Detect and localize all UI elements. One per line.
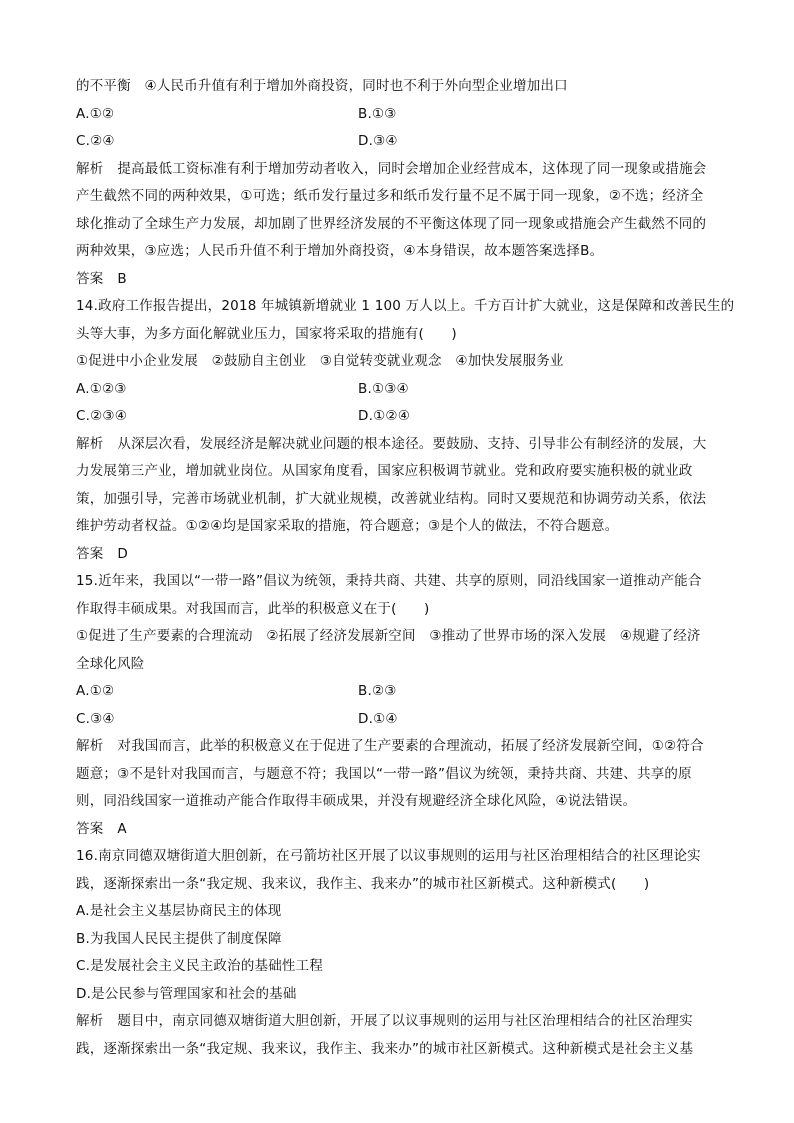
q13-explanation-line: 两种效果，③应选；人民币升值不利于增加外商投资，④本身错误，故本题答案选择B。 bbox=[76, 243, 604, 259]
q14-answer bbox=[76, 541, 736, 569]
q15-option-d: D.①④ bbox=[358, 710, 398, 727]
q15-items-line: 全球化风险 bbox=[76, 655, 145, 672]
q14-option-a: A.①②③ bbox=[76, 380, 127, 397]
explanation-label: 解析 bbox=[76, 435, 104, 452]
q14-explanation-line: 力发展第三产业，增加就业岗位。从国家角度看，国家应积极调节就业。党和政府要实施积极的就业政 bbox=[76, 463, 693, 479]
q13-option-b: B.①③ bbox=[358, 105, 397, 122]
q15-stem-line: 15.近年来，我国以“一带一路”倡议为统领，秉持共商、共建、共享的原则，同沿线国家一道推动产能合 bbox=[76, 573, 702, 589]
q15-stem-line: 作取得丰硕成果。对我国而言，此举的积极意义在于( ) bbox=[76, 600, 430, 617]
q16-option-d: D.是公民参与管理国家和社会的基础 bbox=[76, 985, 297, 1002]
q13-explanation-line: 球化推动了全球生产力发展，却加剧了世界经济发展的不平衡这体现了同一现象或措施会产生截然不同的 bbox=[76, 215, 707, 232]
answer-value: D bbox=[117, 545, 129, 562]
q14-option-c: C.②③④ bbox=[76, 408, 128, 424]
q13-option-c: C.②④ bbox=[76, 133, 115, 149]
q16-explanation-line: 解析 题目中，南京同德双塘街道大胆创新，开展了以议事规则的运用与社区治理相结合的社区治理实 bbox=[76, 1013, 693, 1029]
explanation-label: 解析 bbox=[76, 160, 104, 177]
explanation-label: 解析 bbox=[76, 738, 104, 754]
q14-options-row1 bbox=[76, 376, 736, 404]
q14-explanation-line: 维护劳动者权益。①②④均是国家采取的措施，符合题意；③是个人的做法，不符合题意。 bbox=[76, 518, 619, 534]
answer-label: 答案 bbox=[76, 820, 104, 837]
q13-option-a: A.①② bbox=[76, 105, 115, 122]
q15-option-b: B.②③ bbox=[358, 683, 397, 699]
q13-answer bbox=[76, 266, 736, 294]
q14-stem-line: 头等大事，为多方面化解就业压力，国家将采取的措施有( ) bbox=[76, 325, 457, 342]
q14-options-row2 bbox=[76, 403, 736, 431]
q15-options-row1 bbox=[76, 678, 736, 706]
q14-explanation-line: 策，加强引导，完善市场就业机制，扩大就业规模，改善就业结构。同时又要规范和协调劳动关系，依法 bbox=[76, 490, 707, 507]
q14-explanation-line: 解析 从深层次看，发展经济是解决就业问题的根本途径。要鼓励、支持、引导非公有制经济的发展，大 bbox=[76, 435, 707, 452]
q14-stem-line: 14.政府工作报告提出，2018 年城镇新增就业 1 100 万人以上。千方百计扩大就业，这是保障和改善民生的 bbox=[76, 298, 735, 314]
q15-explanation-line: 解析 对我国而言，此举的积极意义在于促进了生产要素的合理流动，拓展了经济发展新空间，①②符合 bbox=[76, 738, 704, 754]
q14-items: ①促进中小企业发展 ②鼓励自主创业 ③自觉转变就业观念 ④加快发展服务业 bbox=[76, 353, 564, 369]
q15-explanation-line: 题意；③不是针对我国而言，与题意不符；我国以“一带一路”倡议为统领，秉持共商、共建、共享的原 bbox=[76, 765, 692, 782]
q15-options-row2 bbox=[76, 706, 736, 734]
q15-option-a: A.①② bbox=[76, 683, 115, 699]
q15-items-line: ①促进了生产要素的合理流动 ②拓展了经济发展新空间 ③推动了世界市场的深入发展 ④规避了经济 bbox=[76, 628, 701, 644]
q14-option-d: D.①②④ bbox=[358, 408, 410, 424]
q15-option-c: C.③④ bbox=[76, 710, 115, 727]
q16-stem-line: 践，逐渐探索出一条“我定规、我来议，我作主、我来办”的城市社区新模式。这种新模式( ) bbox=[76, 875, 650, 892]
q15-explanation-line: 则，同沿线国家一道推动产能合作取得丰硕成果，并没有规避经济全球化风险，④说法错误。 bbox=[76, 793, 637, 809]
q13-explanation-line: 解析 提高最低工资标准有利于增加劳动者收入，同时会增加企业经营成本，这体现了同一现象或措施会 bbox=[76, 160, 707, 177]
explanation-label: 解析 bbox=[76, 1013, 104, 1029]
q16-explanation-line: 践，逐渐探索出一条“我定规、我来议，我作主、我来办”的城市社区新模式。这种新模式是社会主义基 bbox=[76, 1040, 694, 1057]
q16-option-a: A.是社会主义基层协商民主的体现 bbox=[76, 903, 282, 919]
q13-options-row2 bbox=[76, 128, 736, 156]
answer-value: B bbox=[117, 270, 127, 287]
answer-label: 答案 bbox=[76, 545, 104, 562]
q13-options-row1 bbox=[76, 101, 736, 129]
document-page bbox=[76, 73, 736, 1063]
q13-option-d: D.③④ bbox=[358, 133, 398, 149]
answer-label: 答案 bbox=[76, 270, 104, 287]
q13-explanation-line: 产生截然不同的两种效果，①可选；纸币发行量过多和纸币发行量不足不属于同一现象，②不选；经济全 bbox=[76, 188, 704, 204]
q15-answer bbox=[76, 816, 736, 844]
q13-continuation: 的不平衡 ④人民币升值有利于增加外商投资，同时也不利于外向型企业增加出口 bbox=[76, 78, 568, 94]
q14-option-b: B.①③④ bbox=[358, 380, 409, 397]
q16-option-b: B.为我国人民民主提供了制度保障 bbox=[76, 930, 282, 947]
q16-stem-line: 16.南京同德双塘街道大胆创新，在弓箭坊社区开展了以议事规则的运用与社区治理相结合的社区理论实 bbox=[76, 848, 701, 864]
answer-value: A bbox=[117, 820, 127, 837]
q16-option-c: C.是发展社会主义民主政治的基础性工程 bbox=[76, 958, 324, 974]
